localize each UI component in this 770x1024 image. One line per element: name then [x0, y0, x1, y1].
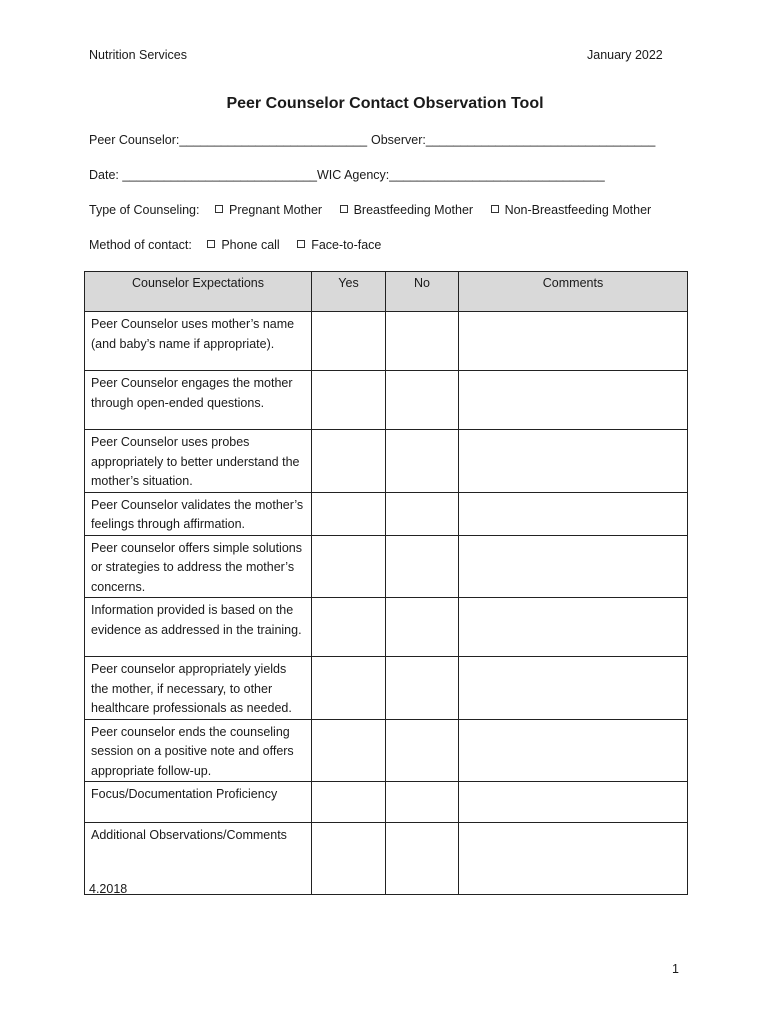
header-left: Nutrition Services	[89, 48, 187, 62]
col-header-no: No	[386, 272, 459, 312]
date-field[interactable]: Date: ____________________________	[89, 168, 318, 182]
option-label: Pregnant Mother	[228, 203, 323, 217]
table-row	[85, 535, 688, 598]
no-cell[interactable]	[386, 492, 459, 535]
observer-field[interactable]: Observer:_________________________________	[371, 133, 656, 147]
option-label: Non-Breastfeeding Mother	[504, 203, 652, 217]
table-row	[85, 371, 688, 430]
no-cell[interactable]	[386, 657, 459, 720]
contact-method-row	[89, 238, 395, 252]
page-number: 1	[672, 962, 679, 976]
expectation-cell: Peer counselor appropriately yields the mother, if necessary, to other healthcare professionals as needed.	[85, 657, 312, 720]
option-label: Phone call	[221, 238, 280, 252]
option-label: Face-to-face	[311, 238, 382, 252]
comments-cell[interactable]	[459, 492, 688, 535]
expectation-cell: Peer Counselor uses probes appropriately to better understand the mother’s situation.	[85, 430, 312, 493]
yes-cell[interactable]	[312, 371, 386, 430]
col-header-comments: Comments	[459, 272, 688, 312]
yes-cell[interactable]	[312, 823, 386, 895]
checkbox-icon[interactable]	[215, 205, 223, 213]
no-cell[interactable]	[386, 782, 459, 823]
option-phone-call[interactable]	[207, 238, 279, 252]
yes-cell[interactable]	[312, 312, 386, 371]
checkbox-icon[interactable]	[340, 205, 348, 213]
option-breastfeeding-mother[interactable]	[340, 203, 474, 217]
comments-cell[interactable]	[459, 535, 688, 598]
table-row	[85, 719, 688, 782]
comments-cell[interactable]	[459, 598, 688, 657]
comments-cell[interactable]	[459, 719, 688, 782]
yes-cell[interactable]	[312, 535, 386, 598]
option-label: Breastfeeding Mother	[353, 203, 474, 217]
yes-cell[interactable]	[312, 492, 386, 535]
comments-cell[interactable]	[459, 430, 688, 493]
expectation-cell: Peer counselor offers simple solutions or strategies to address the mother’s concerns.	[85, 535, 312, 598]
yes-cell[interactable]	[312, 598, 386, 657]
table-row	[85, 823, 688, 895]
checkbox-icon[interactable]	[207, 240, 215, 248]
comments-cell[interactable]	[459, 312, 688, 371]
comments-cell[interactable]	[459, 782, 688, 823]
expectation-cell: Peer counselor ends the counseling session on a positive note and offers appropriate follow-up.	[85, 719, 312, 782]
table-row	[85, 782, 688, 823]
comments-cell[interactable]	[459, 371, 688, 430]
col-header-expectations: Counselor Expectations	[85, 272, 312, 312]
counseling-type-row	[89, 203, 665, 217]
expectation-cell: Information provided is based on the evidence as addressed in the training.	[85, 598, 312, 657]
option-non-breastfeeding-mother[interactable]	[491, 203, 652, 217]
counseling-type-label: Type of Counseling:	[89, 203, 200, 217]
yes-cell[interactable]	[312, 430, 386, 493]
checkbox-icon[interactable]	[491, 205, 499, 213]
expectation-cell: Additional Observations/Comments	[85, 823, 312, 895]
no-cell[interactable]	[386, 430, 459, 493]
version-label: 4.2018	[89, 882, 128, 896]
yes-cell[interactable]	[312, 782, 386, 823]
yes-cell[interactable]	[312, 719, 386, 782]
observation-table	[84, 271, 688, 895]
expectation-cell: Peer Counselor engages the mother through open-ended questions.	[85, 371, 312, 430]
option-face-to-face[interactable]	[297, 238, 381, 252]
expectation-cell: Peer Counselor uses mother’s name (and baby’s name if appropriate).	[85, 312, 312, 371]
comments-cell[interactable]	[459, 657, 688, 720]
header-right: January 2022	[587, 48, 663, 62]
no-cell[interactable]	[386, 823, 459, 895]
no-cell[interactable]	[386, 535, 459, 598]
table-row	[85, 430, 688, 493]
contact-method-label: Method of contact:	[89, 238, 192, 252]
table-row	[85, 657, 688, 720]
table-row	[85, 312, 688, 371]
yes-cell[interactable]	[312, 657, 386, 720]
page-title: Peer Counselor Contact Observation Tool	[226, 95, 544, 112]
checkbox-icon[interactable]	[297, 240, 305, 248]
expectation-cell: Focus/Documentation Proficiency	[85, 782, 312, 823]
peer-counselor-field[interactable]: Peer Counselor:___________________________	[89, 133, 368, 147]
option-pregnant-mother[interactable]	[215, 203, 322, 217]
col-header-yes: Yes	[312, 272, 386, 312]
expectation-cell: Peer Counselor validates the mother’s feelings through affirmation.	[85, 492, 312, 535]
no-cell[interactable]	[386, 371, 459, 430]
table-row	[85, 492, 688, 535]
comments-cell[interactable]	[459, 823, 688, 895]
table-header-row	[85, 272, 688, 312]
no-cell[interactable]	[386, 719, 459, 782]
wic-agency-field[interactable]: WIC Agency:_______________________________	[317, 168, 605, 182]
no-cell[interactable]	[386, 598, 459, 657]
no-cell[interactable]	[386, 312, 459, 371]
table-row	[85, 598, 688, 657]
